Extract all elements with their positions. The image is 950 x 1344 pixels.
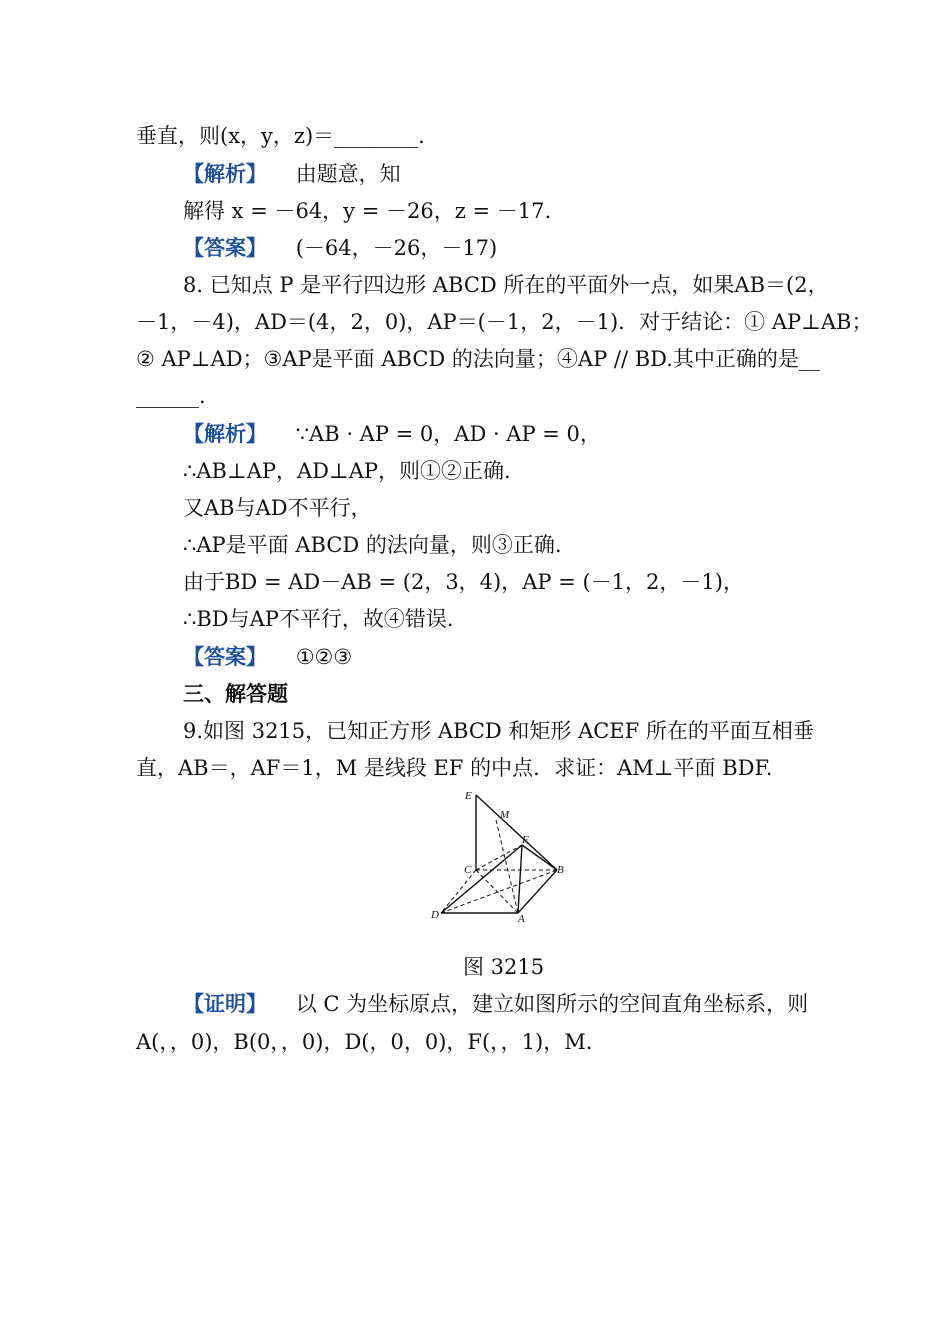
point-F-label: F	[522, 834, 529, 846]
proof-label: 【证明】	[183, 991, 267, 1016]
text-line: －1，－4)，AD＝(4，2，0)，AP＝(－1，2，－1)．对于结论：① AP⊥AB；	[136, 310, 873, 334]
edge-CA	[476, 870, 518, 913]
edge-AB	[518, 870, 557, 913]
answer-line: 【答案】 ①②③	[183, 644, 353, 669]
text-line: 直，AB＝，AF＝1，M 是线段 EF 的中点．求证：AM⊥平面 BDF.	[136, 756, 773, 780]
edge-FA	[518, 845, 522, 913]
text-line: ∴BD与AP不平行，故④错误.	[183, 607, 454, 631]
proof-line: 【证明】 以 C 为坐标原点，建立如图所示的空间直角坐标系，则	[183, 991, 809, 1016]
answer-label: 【答案】	[183, 644, 267, 669]
point-C-label: C	[464, 864, 472, 876]
text-line: 垂直，则(x，y，z)＝________.	[136, 124, 425, 148]
text-line: ∴AP是平面 ABCD 的法向量，则③正确.	[183, 533, 562, 557]
analysis-label: 【解析】	[183, 421, 267, 446]
edge-FD	[441, 845, 522, 913]
text-line: ② AP⊥AD；③AP是平面 ABCD 的法向量；④AP // BD.其中正确的是__	[136, 347, 820, 371]
text-line: 又AB与AD不平行，	[183, 496, 372, 520]
figure-caption: 图 3215	[463, 955, 545, 979]
analysis-label: 【解析】	[183, 161, 267, 186]
edge-FB	[522, 845, 557, 870]
point-A-label: A	[518, 913, 525, 925]
text-line: A(，，0)，B(0，，0)，D(，0，0)，F(，，1)，M.	[136, 1030, 593, 1054]
edge-DB	[441, 870, 557, 913]
answer-label: 【答案】	[183, 235, 267, 260]
edge-MA	[496, 820, 518, 913]
point-B-label: B	[557, 864, 564, 876]
question-9-line: 9.如图 3215，已知正方形 ABCD 和矩形 ACEF 所在的平面互相垂	[183, 719, 814, 743]
text-line: 解得 x = －64，y = －26，z = －17.	[183, 199, 552, 223]
section-heading: 三、解答题	[183, 682, 288, 706]
point-M-label: M	[500, 809, 510, 821]
edge-CF	[476, 845, 522, 870]
question-8-line: 8. 已知点 P 是平行四边形 ABCD 所在的平面外一点，如果AB＝(2，	[183, 273, 829, 297]
analysis-line: 【解析】 由题意，知	[183, 161, 401, 186]
edge-CD	[441, 870, 476, 913]
point-E-label: E	[465, 790, 472, 802]
answer-line: 【答案】 (－64，－26，－17)	[183, 235, 498, 260]
analysis-line: 【解析】 ∵AB · AP = 0，AD · AP = 0，	[183, 421, 601, 446]
point-D-label: D	[431, 909, 439, 921]
text-line: ∴AB⊥AP，AD⊥AP，则①②正确.	[183, 459, 511, 483]
text-line: ______.	[136, 384, 206, 408]
text-line: 由于BD = AD－AB = (2，3，4)，AP = (－1，2，－1)，	[183, 570, 744, 594]
edge-EB	[476, 795, 557, 870]
